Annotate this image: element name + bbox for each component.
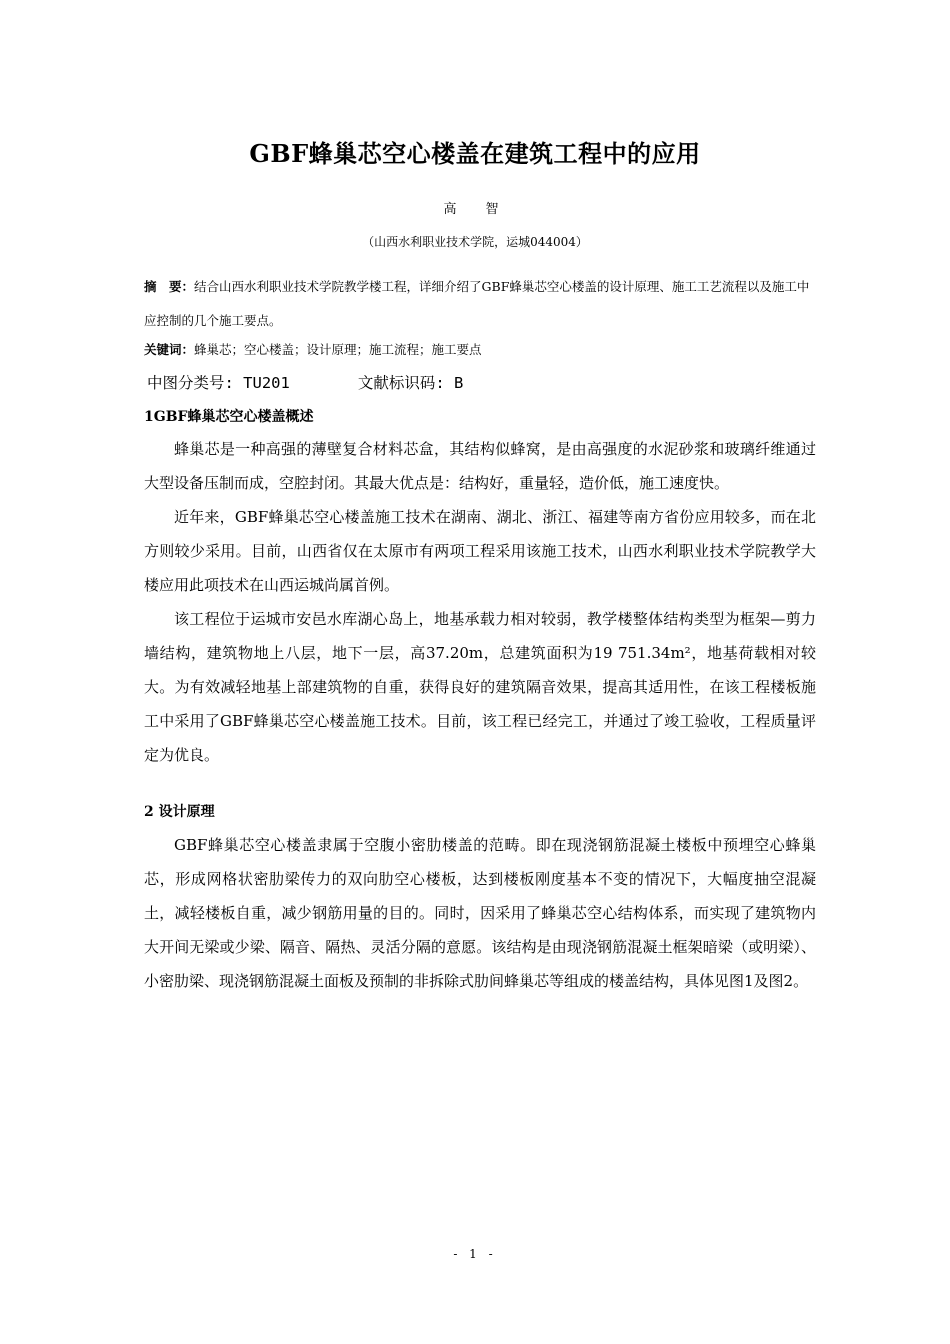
clc-number: 中图分类号: TU201 xyxy=(147,374,290,392)
abstract-label: 摘 要： xyxy=(144,279,195,294)
page-number: - 1 - xyxy=(453,1247,497,1261)
section-1-body xyxy=(144,432,816,772)
keywords xyxy=(144,340,810,358)
keywords-text: 蜂巢芯；空心楼盖；设计原理；施工流程；施工要点 xyxy=(194,342,482,357)
paper-title: GBF蜂巢芯空心楼盖在建筑工程中的应用 xyxy=(249,139,701,168)
classification-line xyxy=(147,371,463,393)
paragraph: 蜂巢芯是一种高强的薄壁复合材料芯盒，其结构似蜂窝，是由高强度的水泥砂浆和玻璃纤维通过大型设备压制而成，空腔封闭。其最大优点是：结构好，重量轻，造价低，施工速度快。 xyxy=(144,440,816,492)
section-2-heading: 2 设计原理 xyxy=(144,804,215,820)
paragraph: GBF蜂巢芯空心楼盖隶属于空腹小密肋楼盖的范畴。即在现浇钢筋混凝土楼板中预埋空心蜂巢芯，形成网格状密肋梁传力的双向肋空心楼板，达到楼板刚度基本不变的情况下，大幅度抽空混凝土，减轻楼板自重，减少钢筋用量的目的。同时，因采用了蜂巢芯空心结构体系，而实现了建筑物内大开间无梁或少梁、隔音、隔热、灵活分隔的意愿。该结构是由现浇钢筋混凝土框架暗梁（或明梁）、小密肋梁、现浇钢筋混凝土面板及预制的非拆除式肋间蜂巢芯等组成的楼盖结构，具体见图1及图2。 xyxy=(144,836,816,990)
author-affiliation: （山西水利职业技术学院，运城044004） xyxy=(362,235,588,249)
section-1-heading: 1GBF蜂巢芯空心楼盖概述 xyxy=(144,409,314,425)
document-code: 文献标识码: B xyxy=(357,374,464,392)
section-2-body xyxy=(144,828,816,998)
paragraph: 该工程位于运城市安邑水库湖心岛上，地基承载力相对较弱，教学楼整体结构类型为框架—剪力墙结构，建筑物地上八层，地下一层，高37.20m，总建筑面积为19 751.34m²，地基荷载相对较大。为有效减轻地基上部建筑物的自重，获得良好的建筑隔音效果，提高其适用性，在该工程楼板施工中采用了GBF蜂巢芯空心楼盖施工技术。目前，该工程已经完工，并通过了竣工验收，工程质量评定为优良。 xyxy=(144,610,816,764)
abstract-text: 结合山西水利职业技术学院教学楼工程，详细介绍了GBF蜂巢芯空心楼盖的设计原理、施工工艺流程以及施工中应控制的几个施工要点。 xyxy=(144,279,810,328)
keywords-label: 关键词： xyxy=(144,342,195,357)
abstract xyxy=(144,270,810,338)
author-name: 高 智 xyxy=(443,202,507,217)
paragraph: 近年来，GBF蜂巢芯空心楼盖施工技术在湖南、湖北、浙江、福建等南方省份应用较多，而在北方则较少采用。目前，山西省仅在太原市有两项工程采用该施工技术，山西水利职业技术学院教学大楼应用此项技术在山西运城尚属首例。 xyxy=(144,508,816,594)
